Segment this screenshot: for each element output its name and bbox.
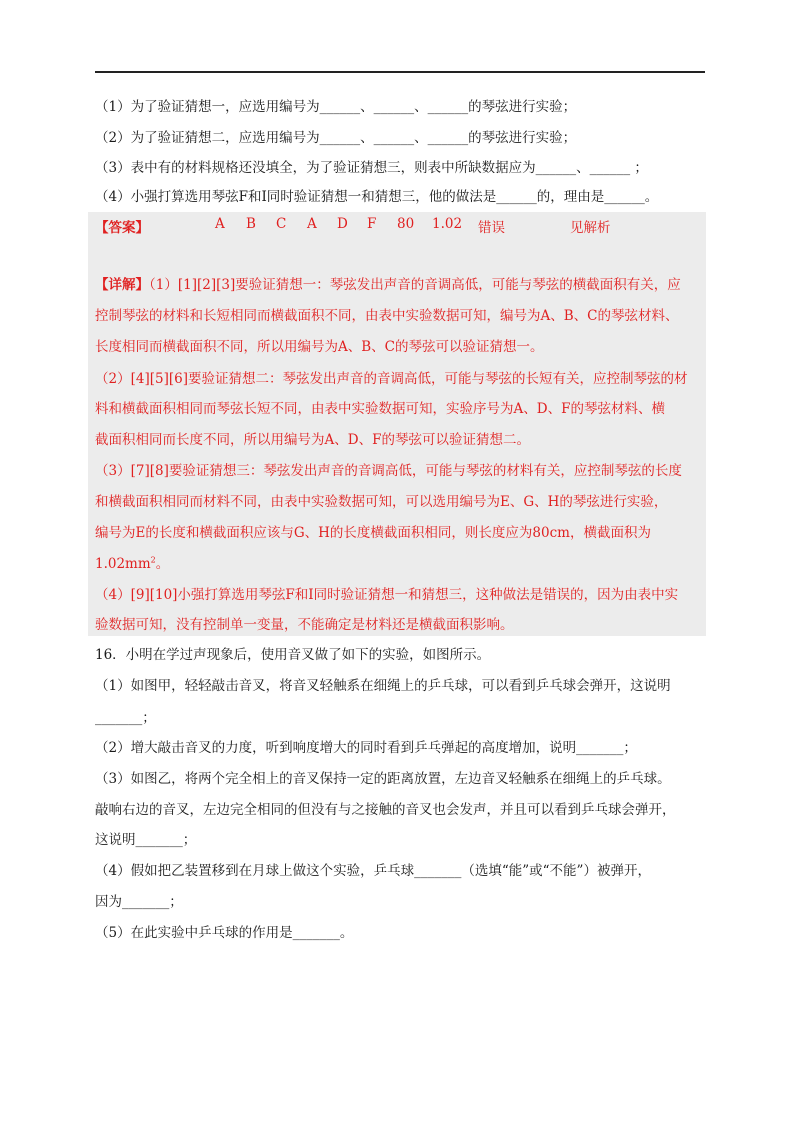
detail-line-6: 截面积相同而长度不同，所以用编号为A、D、F的琴弦可以验证猜想二。 xyxy=(95,432,530,448)
question-16-line: （1）如图甲，轻轻敲击音叉，将音叉轻触系在细绳上的乒乓球，可以看到乒乓球会弹开，这说明 xyxy=(95,678,671,694)
question-16-title: 16．小明在学过声现象后，使用音叉做了如下的实验，如图所示。 xyxy=(95,647,491,663)
answer-item: 错误 xyxy=(478,220,505,236)
detail-line-2: 控制琴弦的材料和长短相同而横截面积不同，由表中实验数据可知，编号为A、B、C的琴弦材料、 xyxy=(95,308,679,324)
detail-line-11: （4）[9][10]小强打算选用琴弦F和I同时验证猜想一和猜想三，这种做法是错误的，因为由表中实 xyxy=(95,587,679,603)
answer-item: F xyxy=(367,216,377,232)
question-line-2: （2）为了验证猜想二，应选用编号为______、______、______的琴弦进行实验； xyxy=(95,130,577,146)
detail-text: 1.02mm xyxy=(95,556,151,572)
detail-line-8: 和横截面积相同而材料不同，由表中实验数据可知，可以选用编号为E、G、H的琴弦进行实验， xyxy=(95,494,668,510)
answer-item: 1.02 xyxy=(432,216,463,232)
answer-item: A xyxy=(307,216,317,232)
question-16-line: 这说明_______； xyxy=(95,832,197,848)
question-line-3: （3）表中有的材料规格还没填全，为了验证猜想三，则表中所缺数据应为______、______ ； xyxy=(95,160,648,176)
detail-text: 。 xyxy=(155,556,170,572)
answer-item: C xyxy=(276,216,287,232)
question-16-line: 因为_______； xyxy=(95,894,183,910)
detail-line-4: （2）[4][5][6]要验证猜想二：琴弦发出声音的音调高低，可能与琴弦的长短有关，应控制琴弦的材 xyxy=(95,371,688,387)
question-16-line: （2）增大敲击音叉的力度，听到响度增大的同时看到乒乓弹起的高度增加，说明_______； xyxy=(95,740,637,756)
question-16-line: _______； xyxy=(95,710,156,726)
question-line-1: （1）为了验证猜想一，应选用编号为______、______、______的琴弦进行实验； xyxy=(95,99,577,115)
detail-text: （1）[1][2][3]要验证猜想一：琴弦发出声音的音调高低，可能与琴弦的横截面积有关，应 xyxy=(149,277,681,293)
header-rule xyxy=(95,71,705,73)
detail-line-3: 长度相同而横截面积不同，所以用编号为A、B、C的琴弦可以验证猜想一。 xyxy=(95,339,544,355)
detail-line-9: 编号为E的长度和横截面积应该与G、H的长度横截面积相同，则长度应为80cm，横截面积为 xyxy=(95,525,651,541)
superscript: 2 xyxy=(150,555,156,565)
detail-line-7: （3）[7][8]要验证猜想三：琴弦发出声音的音调高低，可能与琴弦的材料有关，应控制琴弦的长度 xyxy=(95,463,682,479)
question-16-line: （3）如图乙，将两个完全相上的音叉保持一定的距离放置，左边音叉轻触系在细绳上的乒乓球。 xyxy=(95,771,671,787)
question-16-line: （4）假如把乙装置移到在月球上做这个实验，乒乓球_______（选填“能”或“不能”）被弹开， xyxy=(95,863,651,879)
question-16-line: （5）在此实验中乒乓球的作用是_______。 xyxy=(95,925,354,941)
detail-line-12: 验数据可知，没有控制单一变量，不能确定是材料还是横截面积影响。 xyxy=(95,617,514,633)
answer-label: 【答案】 xyxy=(95,220,149,236)
answer-item: D xyxy=(337,216,348,232)
question-line-4: （4）小强打算选用琴弦F和I同时验证猜想一和猜想三，他的做法是______的，理由是______。 xyxy=(95,189,659,205)
answer-item: 80 xyxy=(397,216,415,232)
detail-label: 【详解】 xyxy=(95,277,149,293)
answer-item: A xyxy=(215,216,225,232)
answer-item: B xyxy=(246,216,256,232)
answer-item: 见解析 xyxy=(570,220,611,236)
detail-line-5: 料和横截面积相同而琴弦长短不同，由表中实验数据可知，实验序号为A、D、F的琴弦材料、横 xyxy=(95,401,665,417)
detail-line-1 xyxy=(95,276,681,294)
question-16-line: 敲响右边的音叉，左边完全相同的但没有与之接触的音叉也会发声，并且可以看到乒乓球会弹开， xyxy=(95,802,676,818)
detail-line-10 xyxy=(95,555,169,573)
